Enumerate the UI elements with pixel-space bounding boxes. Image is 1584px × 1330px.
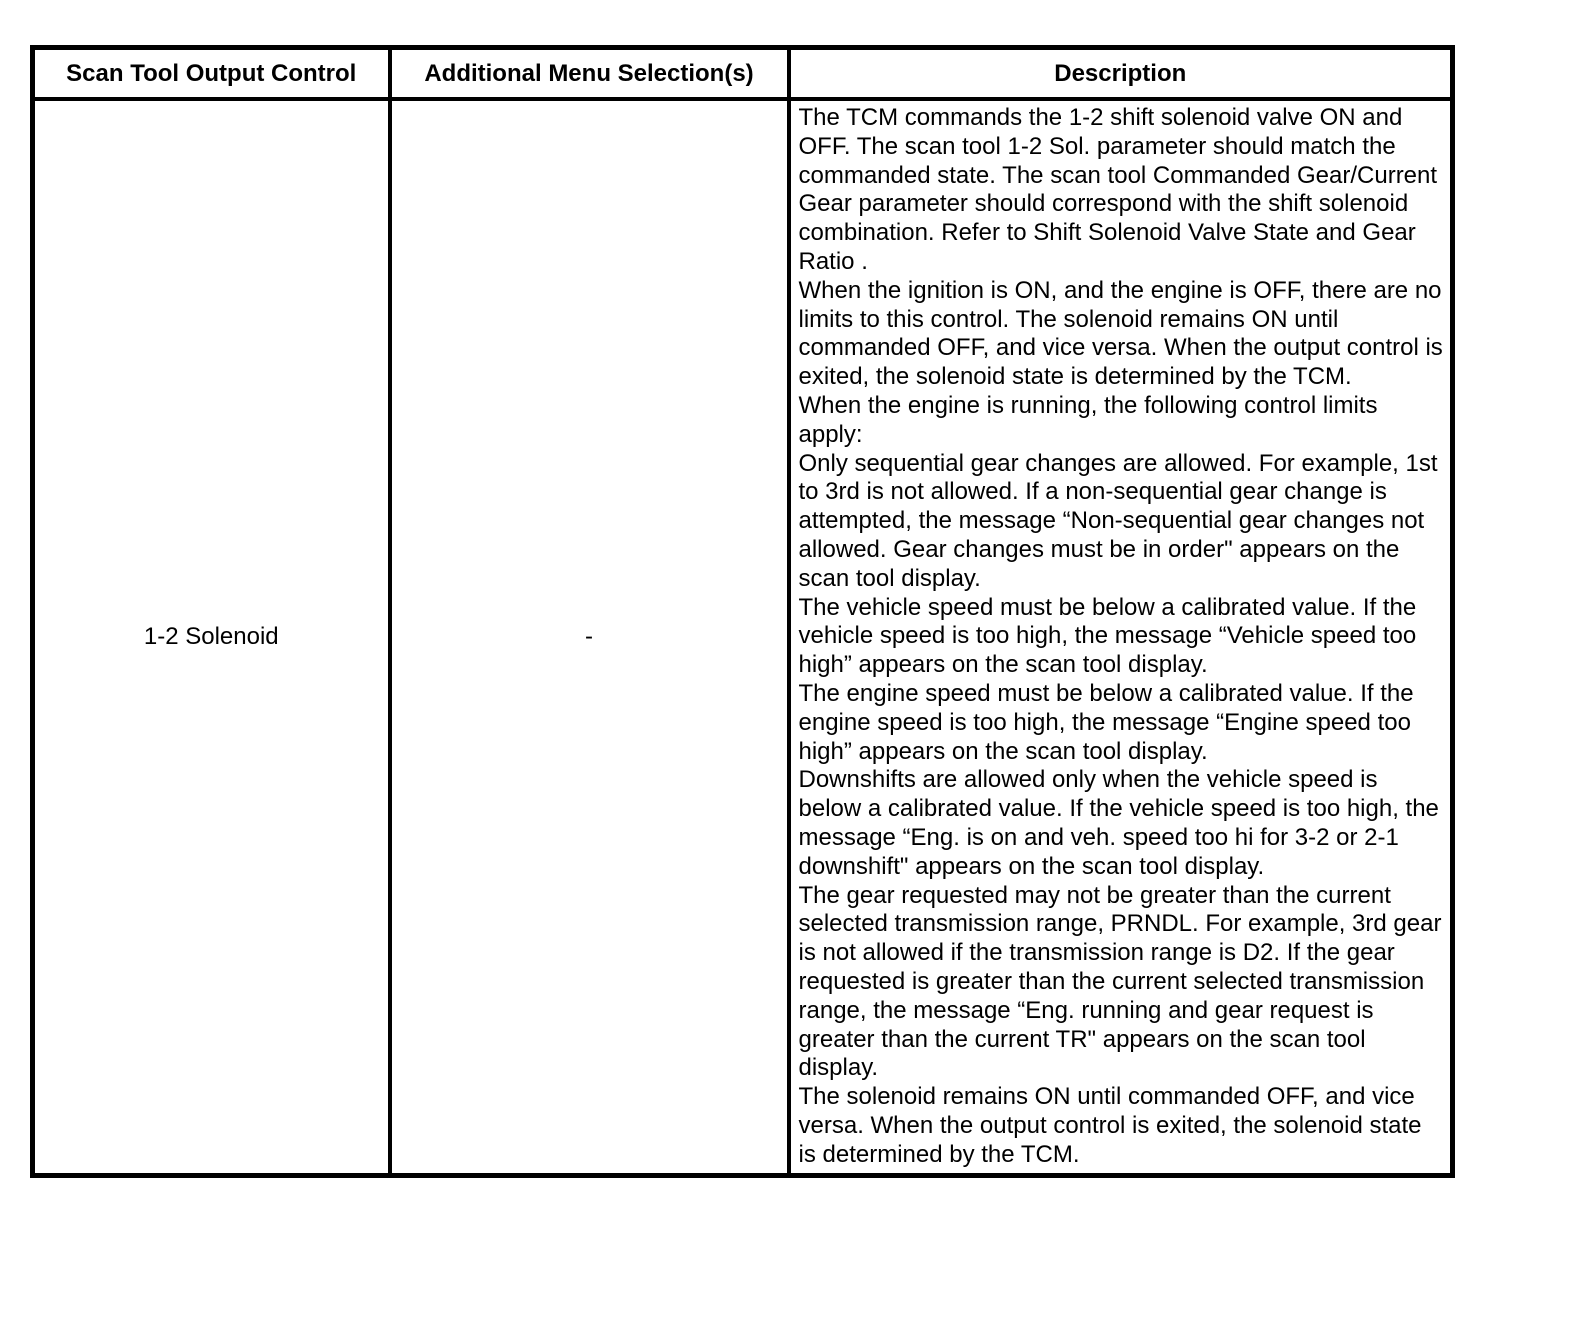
header-scan-tool-output-control: Scan Tool Output Control: [33, 48, 390, 100]
menu-selection-cell: -: [390, 99, 789, 1176]
description-paragraph: The engine speed must be below a calibrated value. If the engine speed is too high, the message “Engine speed too high” appears on the scan tool display.: [798, 679, 1414, 765]
description-paragraph: The solenoid remains ON until commanded OFF, and vice versa. When the output control is exited, the solenoid state is determined by the TCM.: [798, 1083, 1422, 1168]
description-paragraph: When the ignition is ON, and the engine is OFF, there are no limits to this control. The solenoid remains ON until commanded OFF, and vice versa. When the output control is exited, the solenoid state is determined by the TCM.: [798, 276, 1443, 391]
description-paragraph: Downshifts are allowed only when the vehicle speed is below a calibrated value. If the vehicle speed is too high, the message “Eng. is on and veh. speed too hi for 3-2 or 2-1 downshift" appears on the scan tool display.: [798, 766, 1439, 880]
description-paragraphs: [799, 104, 1445, 1169]
description-paragraph: Only sequential gear changes are allowed. For example, 1st to 3rd is not allowed. If a non-sequential gear change is attempted, the message “Non-sequential gear changes not allowed. Gear changes must be in order" appears on the scan tool display.: [798, 449, 1438, 592]
description-paragraph: The gear requested may not be greater than the current selected transmission range, PRNDL. For example, 3rd gear is not allowed if the transmission range is D2. If the gear requested is greater than the current selected transmission range, the message “Eng. running and gear request is greater than the current TR" appears on the scan tool display.: [798, 881, 1442, 1082]
description-paragraph: When the engine is running, the following control limits apply:: [798, 391, 1378, 448]
table-row: [33, 99, 1453, 1176]
table-header-row: [33, 48, 1453, 100]
scan-tool-output-control-table: [30, 45, 1455, 1178]
header-additional-menu-selections: Additional Menu Selection(s): [390, 48, 789, 100]
output-control-cell: 1-2 Solenoid: [33, 99, 390, 1176]
description-paragraph: The vehicle speed must be below a calibrated value. If the vehicle speed is too high, the message “Vehicle speed too high” appears on the scan tool display.: [798, 593, 1417, 679]
description-cell: [789, 99, 1453, 1176]
header-description: Description: [789, 48, 1453, 100]
description-paragraph: The TCM commands the 1-2 shift solenoid valve ON and OFF. The scan tool 1-2 Sol. parameter should match the commanded state. The scan tool Commanded Gear/Current Gear parameter should correspond with the shift solenoid combination. Refer to Shift Solenoid Valve State and Gear Ratio .: [798, 104, 1438, 275]
